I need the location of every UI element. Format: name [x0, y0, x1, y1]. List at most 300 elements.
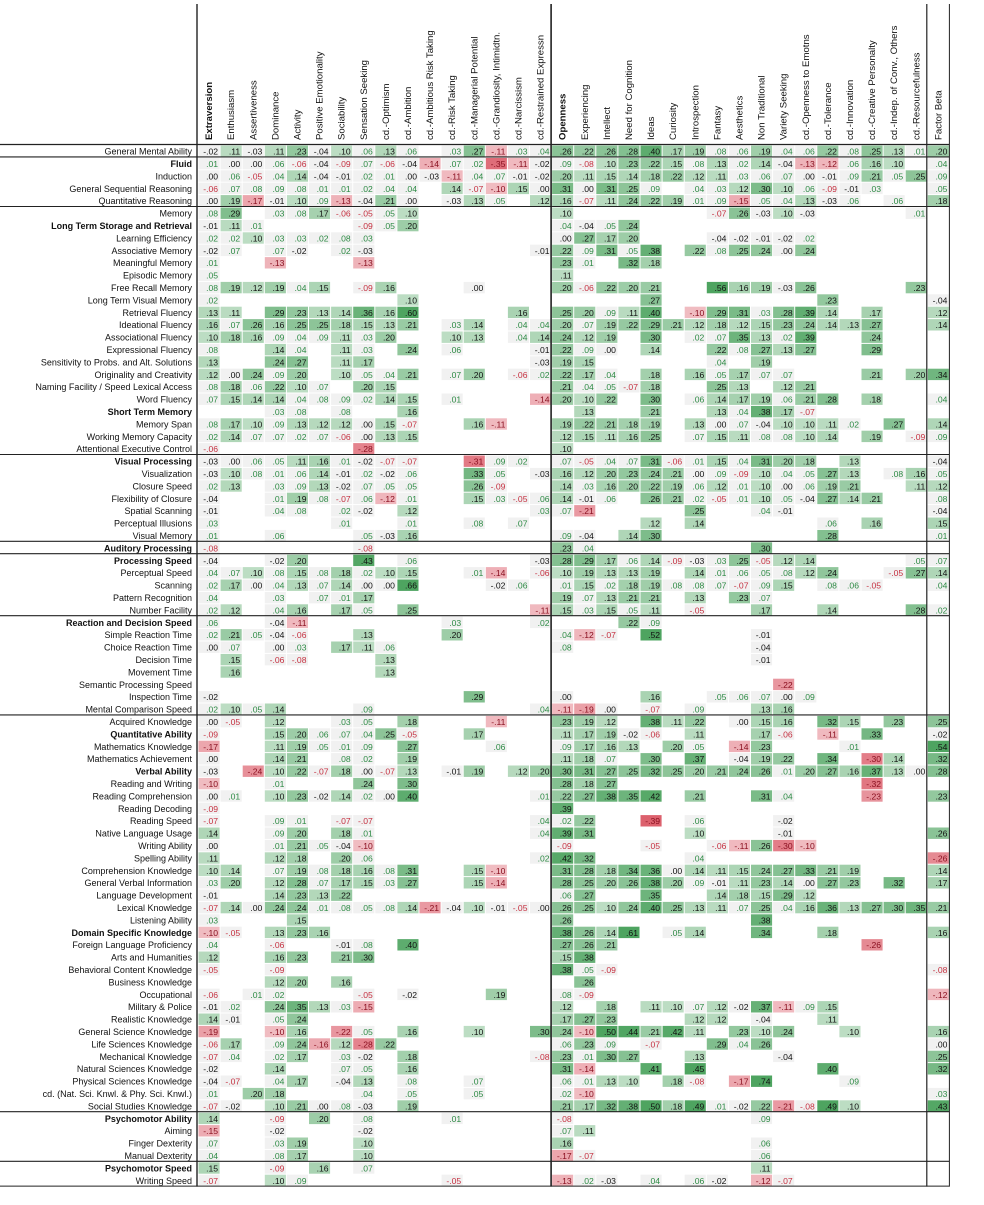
cell-value: .05 [405, 481, 417, 492]
cell-value: .26 [758, 766, 771, 777]
cell-value: -.02 [313, 791, 329, 802]
cell-value: .23 [891, 717, 904, 727]
cell-value: .27 [559, 940, 572, 951]
cell-value: -.24 [247, 766, 263, 777]
cell-value: .14 [559, 493, 572, 504]
cell-value: .11 [339, 357, 351, 368]
cell-value: .15 [559, 605, 572, 616]
cell-value: .11 [626, 307, 638, 318]
cell-value: .03 [382, 878, 395, 889]
cell-value: .19 [294, 493, 307, 504]
cell-value: .31 [559, 183, 572, 194]
cell-value: .06 [847, 159, 859, 169]
cell-value: .02 [471, 159, 484, 169]
cell-value: .25 [736, 245, 749, 256]
row-label: Domain Specific Knowledge [71, 927, 192, 938]
cell-value: .31 [736, 307, 749, 318]
cell-value: .13 [847, 469, 859, 479]
column-header: Fantasy [712, 105, 724, 140]
cell-value: .15 [935, 518, 948, 529]
cell-value: .10 [758, 1027, 771, 1037]
cell-value: .14 [250, 394, 263, 405]
cell-value: .18 [626, 419, 638, 430]
cell-value: .10 [780, 208, 793, 219]
cell-value: .23 [559, 717, 572, 727]
cell-value: .43 [360, 555, 373, 566]
row-label: Inspection Time [128, 692, 192, 703]
column-header: Assertiveness [248, 80, 260, 140]
cell-value: .00 [780, 481, 793, 492]
cell-value: .06 [692, 394, 705, 405]
cell-value: .00 [228, 159, 241, 169]
cell-value: .07 [338, 729, 351, 740]
cell-value: .11 [715, 171, 727, 182]
cell-value: .05 [360, 369, 373, 380]
cell-value: .11 [228, 307, 241, 318]
cell-value: .00 [802, 878, 815, 889]
cell-value: .38 [626, 1101, 638, 1112]
cell-value: .08 [559, 642, 572, 653]
cell-value: .19 [758, 754, 771, 765]
cell-value: .21 [670, 320, 683, 331]
cell-value: .19 [670, 481, 683, 492]
cell-value: -.13 [335, 196, 351, 207]
cell-value: .02 [360, 754, 373, 765]
cell-value: .40 [405, 791, 417, 802]
cell-value: .27 [869, 320, 882, 331]
cell-value: .08 [316, 394, 329, 405]
cell-value: .30 [603, 1051, 616, 1062]
cell-value: .04 [206, 568, 219, 579]
cell-value: .02 [206, 580, 219, 591]
cell-value: -.02 [402, 989, 417, 1000]
row-label: Behavioral Content Knowledge [68, 965, 192, 975]
cell-value: .18 [670, 1101, 683, 1112]
cell-value: .04 [780, 903, 793, 913]
cell-value: .05 [405, 1089, 417, 1099]
cell-value: .08 [559, 989, 572, 1000]
cell-value: .21 [935, 903, 948, 913]
cell-value: .32 [648, 766, 661, 777]
row-label: Aiming [164, 1126, 192, 1137]
row-label: Decision Time [135, 655, 192, 665]
cell-value: .20 [294, 369, 307, 380]
cell-value: .39 [559, 803, 572, 814]
cell-value: .28 [626, 146, 638, 157]
cell-value: .16 [228, 667, 241, 678]
cell-value: -.04 [932, 295, 948, 306]
cell-value: -.05 [357, 208, 373, 219]
cell-value: .10 [250, 233, 263, 244]
cell-value: .00 [559, 233, 572, 244]
cell-value: .14 [758, 159, 771, 169]
cell-value: -.03 [601, 1175, 616, 1186]
cell-value: .14 [228, 431, 241, 442]
cell-value: .04 [603, 456, 616, 467]
row-label: Business Knowledge [108, 977, 192, 988]
cell-value: .04 [692, 853, 705, 864]
cell-value: .06 [847, 580, 859, 591]
cell-value: .01 [736, 481, 749, 492]
cell-value: .18 [228, 332, 241, 343]
cell-value: .22 [692, 245, 705, 256]
cell-value: -.07 [203, 816, 219, 827]
row-label: Psychomotor Ability [104, 1113, 192, 1124]
cell-value: .07 [360, 159, 373, 169]
cell-value: .30 [758, 183, 771, 194]
row-label: Writing Ability [138, 841, 192, 851]
cell-value: .15 [272, 729, 285, 740]
row-label: Reading Decoding [117, 803, 192, 814]
cell-value: .14 [272, 704, 285, 715]
cell-value: -.02 [291, 245, 307, 256]
cell-value: .30 [648, 394, 661, 405]
cell-value: -.01 [777, 506, 793, 517]
cell-value: .09 [935, 171, 948, 182]
cell-value: .29 [714, 1039, 727, 1050]
cell-value: .18 [648, 171, 661, 182]
cell-value: .18 [272, 1089, 285, 1099]
cell-value: .31 [581, 766, 594, 777]
cell-value: .01 [360, 828, 373, 839]
cell-value: .19 [405, 754, 417, 765]
cell-value: -.03 [799, 208, 815, 219]
cell-value: .07 [250, 431, 263, 442]
cell-value: -.01 [711, 878, 727, 889]
cell-value: .16 [802, 903, 815, 913]
cell-value: -.11 [535, 605, 550, 616]
cell-value: .21 [648, 593, 661, 603]
column-header: cd.-Risk Taking [447, 75, 459, 140]
cell-value: .14 [802, 555, 815, 566]
cell-value: .14 [692, 927, 705, 938]
cell-value: -.04 [313, 171, 329, 182]
cell-value: .29 [869, 345, 882, 355]
cell-value: .06 [802, 146, 815, 157]
cell-value: .05 [493, 469, 506, 479]
cell-value: .27 [581, 791, 594, 802]
cell-value: .18 [626, 580, 638, 591]
cell-value: .12 [338, 419, 351, 430]
cell-value: .19 [758, 394, 771, 405]
cell-value: .15 [581, 431, 594, 442]
cell-value: .17 [581, 741, 594, 752]
cell-value: .20 [294, 828, 307, 839]
cell-value: -.09 [269, 965, 285, 975]
cell-value: -.02 [733, 1101, 749, 1112]
cell-value: .01 [736, 493, 749, 504]
cell-value: .10 [758, 481, 771, 492]
column-header: cd.-Creative Personalty [867, 40, 879, 140]
cell-value: .03 [338, 717, 351, 727]
cell-value: .01 [714, 568, 727, 579]
cell-value: .12 [714, 481, 727, 492]
cell-value: .28 [559, 779, 572, 789]
cell-value: -.09 [601, 965, 616, 975]
cell-value: .13 [316, 1002, 329, 1013]
cell-value: .21 [559, 382, 572, 393]
cell-value: .08 [206, 345, 219, 355]
cell-value: .13 [847, 903, 859, 913]
cell-value: .14 [382, 394, 395, 405]
cell-value: .30 [405, 779, 417, 789]
cell-value: .17 [758, 605, 771, 616]
cell-value: .22 [648, 159, 661, 169]
cell-value: .20 [670, 741, 683, 752]
cell-value: .22 [603, 283, 616, 293]
cell-value: -.03 [424, 171, 440, 182]
cell-value: .13 [603, 593, 616, 603]
cell-value: .13 [294, 419, 307, 430]
cell-value: .28 [824, 394, 837, 405]
cell-value: .19 [603, 332, 616, 343]
cell-value: -.03 [446, 196, 462, 207]
cell-value: .06 [206, 617, 219, 628]
cell-value: .17 [338, 605, 351, 616]
cell-value: .12 [935, 481, 948, 492]
column-header: Openness [557, 93, 569, 140]
cell-value: .24 [360, 779, 373, 789]
cell-value: .01 [449, 1113, 462, 1124]
cell-value: -.03 [777, 283, 793, 293]
cell-value: -.09 [269, 1163, 285, 1174]
row-label: Perceptual Speed [120, 568, 192, 579]
cell-value: .03 [272, 481, 285, 492]
cell-value: .18 [603, 865, 616, 876]
row-label: Verbal Ability [135, 766, 192, 777]
cell-value: -.07 [645, 704, 661, 715]
cell-value: .00 [537, 903, 550, 913]
cell-value: -.09 [667, 555, 683, 566]
row-label: Social Studies Knowledge [87, 1101, 192, 1112]
cell-value: .00 [670, 865, 683, 876]
cell-value: .17 [603, 233, 616, 244]
cell-value: .40 [824, 1064, 837, 1075]
cell-value: .13 [692, 1051, 705, 1062]
cell-value: .00 [360, 580, 373, 591]
cell-value: .03 [272, 233, 285, 244]
row-label: Writing Speed [135, 1175, 192, 1186]
cell-value: .08 [360, 1113, 373, 1124]
cell-value: .09 [581, 245, 594, 256]
cell-value: .04 [515, 332, 528, 343]
cell-value: .05 [891, 171, 904, 182]
cell-value: .01 [581, 1051, 594, 1062]
row-label: Visual Processing [114, 456, 192, 467]
cell-value: -.01 [755, 630, 771, 641]
cell-value: .08 [405, 1076, 417, 1087]
cell-value: .06 [250, 382, 263, 393]
cell-value: .10 [603, 159, 616, 169]
cell-value: .10 [891, 159, 904, 169]
cell-value: .07 [471, 1076, 484, 1087]
cell-value: .13 [382, 431, 395, 442]
cell-value: .02 [537, 617, 550, 628]
row-label: Long Term Storage and Retrieval [51, 221, 192, 231]
cell-value: -.07 [623, 382, 638, 393]
cell-value: .13 [758, 332, 771, 343]
cell-value: .05 [603, 221, 616, 231]
cell-value: .06 [515, 580, 528, 591]
cell-value: .05 [250, 630, 263, 641]
cell-value: -.02 [932, 729, 948, 740]
cell-value: .20 [537, 766, 550, 777]
cell-value: -.03 [689, 555, 705, 566]
cell-value: .01 [537, 791, 550, 802]
cell-value: .25 [935, 1051, 948, 1062]
cell-value: -.11 [734, 841, 749, 851]
cell-value: .25 [626, 183, 638, 194]
cell-value: .01 [692, 456, 705, 467]
cell-value: -.04 [777, 159, 793, 169]
cell-value: -.30 [777, 841, 793, 851]
cell-value: .01 [581, 1076, 594, 1087]
cell-value: .19 [670, 196, 683, 207]
cell-value: .12 [714, 1002, 727, 1013]
cell-value: .04 [294, 394, 307, 405]
cell-value: .25 [559, 307, 572, 318]
cell-value: .26 [758, 841, 771, 851]
cell-value: .26 [935, 828, 948, 839]
cell-value: -.04 [335, 1076, 351, 1087]
cell-value: .12 [935, 307, 948, 318]
cell-value: -.07 [203, 1175, 219, 1186]
cell-value: .18 [581, 779, 594, 789]
cell-value: .17 [316, 208, 329, 219]
cell-value: .07 [758, 369, 771, 380]
row-label: Perceptual Illusions [113, 518, 192, 529]
cell-value: .06 [736, 568, 749, 579]
cell-value: .14 [338, 791, 351, 802]
cell-value: .10 [559, 444, 572, 455]
cell-value: .02 [537, 369, 550, 380]
cell-value: .01 [272, 493, 285, 504]
cell-value: .30 [648, 754, 661, 765]
cell-value: .31 [603, 245, 616, 256]
cell-value: .16 [316, 927, 329, 938]
cell-value: .33 [869, 729, 882, 740]
cell-value: .20 [692, 766, 705, 777]
cell-value: .19 [847, 865, 859, 876]
cell-value: .20 [294, 729, 307, 740]
cell-value: .15 [603, 605, 616, 616]
cell-value: .12 [405, 506, 417, 517]
cell-value: .07 [449, 369, 462, 380]
cell-value: .21 [294, 841, 307, 851]
cell-value: .21 [869, 369, 882, 380]
cell-value: .21 [648, 407, 661, 417]
cell-value: .22 [559, 345, 572, 355]
cell-value: -.30 [866, 754, 882, 765]
row-label: Associative Memory [111, 245, 192, 256]
cell-value: .32 [824, 717, 837, 727]
cell-value: .24 [559, 332, 572, 343]
cell-value: .13 [736, 382, 749, 393]
cell-value: .22 [559, 245, 572, 256]
cell-value: .22 [272, 382, 285, 393]
cell-value: .16 [780, 717, 793, 727]
cell-value: -.07 [645, 1039, 661, 1050]
cell-value: .26 [581, 927, 594, 938]
cell-value: .14 [935, 419, 948, 430]
cell-value: -.28 [357, 1039, 373, 1050]
cell-value: .18 [294, 853, 307, 864]
row-label: Associational Fluency [104, 332, 192, 343]
cell-value: .52 [648, 630, 661, 641]
cell-value: .09 [648, 617, 661, 628]
cell-value: .04 [360, 1089, 373, 1099]
cell-value: .20 [316, 1113, 329, 1124]
cell-value: .20 [382, 332, 395, 343]
cell-value: .10 [449, 332, 462, 343]
cell-value: -.04 [932, 456, 948, 467]
cell-value: .39 [559, 828, 572, 839]
cell-value: -.13 [799, 159, 815, 169]
cell-value: .16 [405, 1064, 417, 1075]
cell-value: .27 [824, 878, 837, 889]
cell-value: .13 [382, 667, 395, 678]
cell-value: .34 [935, 369, 948, 380]
cell-value: -.02 [269, 1126, 285, 1137]
cell-value: .19 [648, 580, 661, 591]
cell-value: .10 [581, 394, 594, 405]
cell-value: .13 [471, 196, 484, 207]
cell-value: .04 [736, 1039, 749, 1050]
cell-value: .28 [824, 531, 837, 541]
cell-value: .05 [382, 208, 395, 219]
cell-value: .12 [316, 419, 329, 430]
cell-value: .13 [714, 407, 727, 417]
cell-value: .16 [869, 159, 882, 169]
cell-value: .24 [250, 369, 263, 380]
cell-value: .01 [338, 456, 351, 467]
cell-value: .13 [626, 741, 638, 752]
cell-value: .09 [272, 419, 285, 430]
cell-value: -.13 [357, 258, 373, 269]
cell-value: .03 [294, 233, 307, 244]
cell-value: .10 [360, 1151, 373, 1161]
cell-value: .07 [559, 456, 572, 467]
cell-value: .01 [405, 518, 417, 529]
cell-value: .26 [471, 481, 484, 492]
cell-value: -.10 [689, 307, 705, 318]
cell-value: -.04 [203, 493, 219, 504]
cell-value: .08 [316, 865, 329, 876]
cell-value: .03 [449, 320, 462, 331]
row-label: Reading Speed [129, 816, 192, 827]
cell-value: .15 [471, 878, 484, 889]
cell-value: .21 [692, 791, 705, 802]
row-label: Retrieval Fluency [122, 307, 192, 318]
cell-value: -.14 [490, 878, 506, 889]
cell-value: .15 [382, 419, 395, 430]
cell-value: .04 [471, 171, 484, 182]
cell-value: .07 [316, 878, 329, 889]
column-header: cd.-Ambitious Risk Taking [425, 30, 437, 140]
cell-value: -.04 [357, 196, 373, 207]
cell-value: .11 [737, 431, 749, 442]
cell-value: -.07 [313, 766, 329, 777]
row-label: Quantitative Reasoning [98, 196, 192, 207]
cell-value: -.06 [335, 208, 351, 219]
cell-value: .27 [824, 493, 837, 504]
cell-value: -.04 [269, 617, 285, 628]
cell-value: .08 [736, 345, 749, 355]
cell-value: .28 [559, 555, 572, 566]
cell-value: .05 [382, 221, 395, 231]
column-header: Enthusiasm [226, 89, 238, 140]
cell-value: .05 [758, 196, 771, 207]
